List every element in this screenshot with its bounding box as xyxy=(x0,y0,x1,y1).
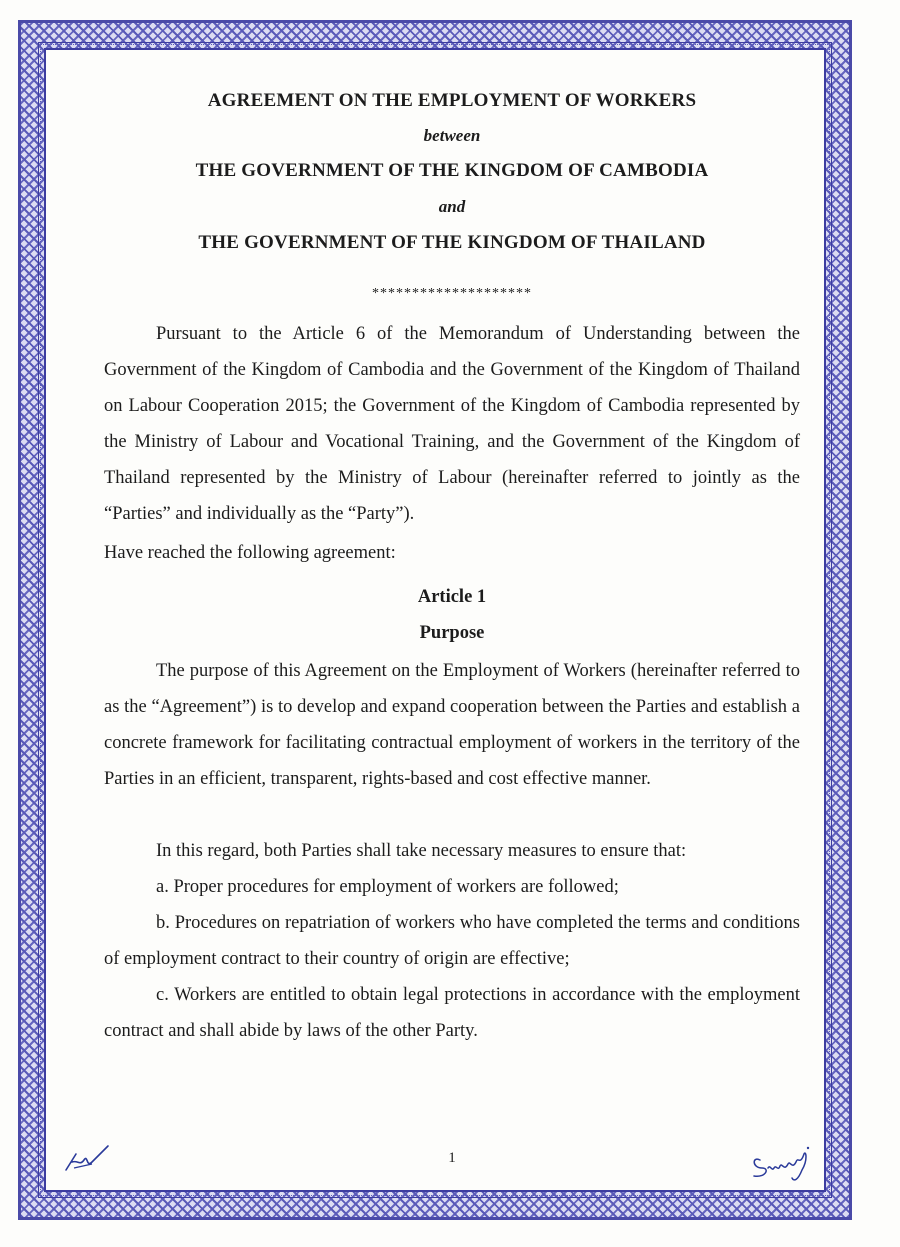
article-heading: Article 1 xyxy=(417,587,487,607)
title-line-2: between xyxy=(423,126,481,145)
handwritten-initials-icon xyxy=(62,1140,110,1176)
title-line-1: AGREEMENT ON THE EMPLOYMENT OF WORKERS xyxy=(207,90,697,111)
title-line-4: and xyxy=(438,197,466,216)
measures-intro: In this regard, both Parties shall take necessary measures to ensure that: xyxy=(156,841,687,861)
title-line-5: THE GOVERNMENT OF THE KINGDOM OF THAILAND xyxy=(198,232,706,253)
list-item-b: b. Procedures on repatriation of workers who have completed the terms and conditions of employment contract to their country of origin are effective; xyxy=(104,913,800,969)
separator: ******************** xyxy=(372,286,532,301)
preamble-close: Have reached the following agreement: xyxy=(104,543,396,563)
purpose-paragraph: The purpose of this Agreement on the Employment of Workers (hereinafter referred to as the “Agreement”) is to develop and expand cooperation between the Parties and establish a concrete framework for facilitating contractual employment of workers in the territory of the Parties in an efficient, transparent, rights-based and cost effective manner. xyxy=(104,661,800,789)
page-number: 1 xyxy=(448,1150,456,1166)
list-item-a: a. Proper procedures for employment of workers are followed; xyxy=(156,877,619,897)
list-item-c: c. Workers are entitled to obtain legal protections in accordance with the employment contract and shall abide by laws of the other Party. xyxy=(104,985,800,1041)
title-line-3: THE GOVERNMENT OF THE KINGDOM OF CAMBODIA xyxy=(195,160,709,181)
article-subheading: Purpose xyxy=(419,623,485,643)
handwritten-signature-icon xyxy=(746,1142,816,1186)
preamble-paragraph: Pursuant to the Article 6 of the Memorandum of Understanding between the Government of the Kingdom of Cambodia and the Government of the Kingdom of Thailand on Labour Cooperation 2015; the Government of the Kingdom of Cambodia represented by the Ministry of Labour and Vocational Training, and the Government of the Kingdom of Thailand represented by the Ministry of Labour (hereinafter referred to jointly as the “Parties” and individually as the “Party”). xyxy=(104,324,800,524)
